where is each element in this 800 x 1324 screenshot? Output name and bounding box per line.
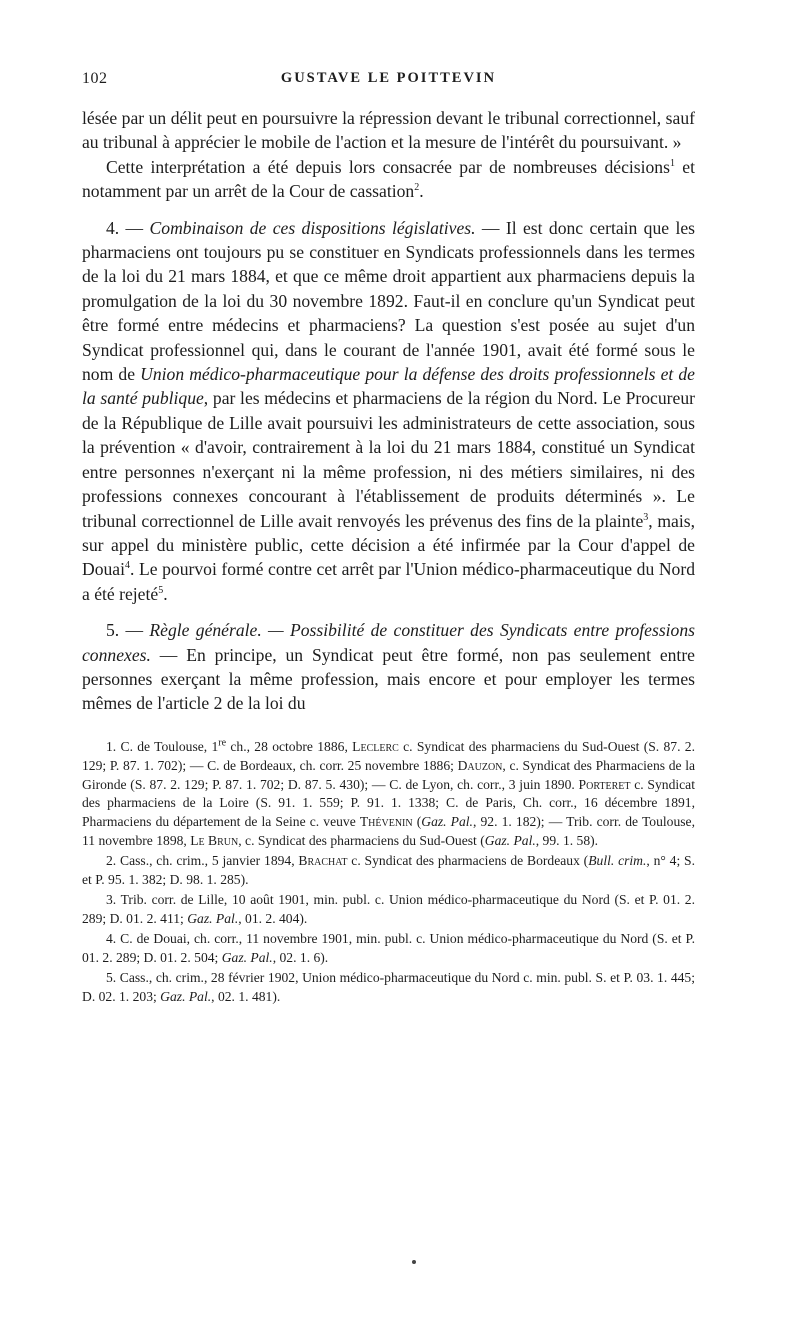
text-run: , n° 4; S. et P. 95. 1. 382; D. 98. 1. 285). bbox=[82, 853, 696, 888]
party-name: Dauzon bbox=[457, 757, 503, 773]
paragraph-interpretation bbox=[82, 155, 695, 204]
union-name: Union médico-pharmaceutique pour la défense des droits professionnels et de la santé publique bbox=[82, 364, 695, 409]
publication-title: Gaz. Pal. bbox=[221, 949, 273, 965]
section-5 bbox=[82, 618, 695, 716]
running-title: GUSTAVE LE POITTEVIN bbox=[280, 70, 497, 86]
ordinal-suffix: re bbox=[218, 737, 227, 749]
footnote-4 bbox=[82, 930, 695, 968]
text-run: 3. Trib. corr. de Lille, 10 août 1901, min. publ. c. Union médico-pharmaceutique du Nord (S. et P. 01. 2. 289; D. 01. 2. 411; bbox=[82, 892, 695, 926]
section-heading: Combinaison de ces dispositions législatives. bbox=[149, 217, 476, 238]
main-text bbox=[82, 106, 695, 716]
footnote-5 bbox=[82, 969, 695, 1007]
text-run: et notamment par un arrêt de la Cour de cassation bbox=[82, 156, 695, 202]
text-run: Cette interprétation a été depuis lors consacrée par de nombreuses décisions bbox=[106, 156, 670, 177]
text-run: , 99. 1. 58). bbox=[535, 833, 599, 849]
footnote-ref-4[interactable]: 4 bbox=[125, 560, 130, 572]
party-name: Leclerc bbox=[352, 738, 399, 754]
text-run: c. Syndicat des pharmaciens de la Loire (S. 91. 1. 559; P. 91. 1. 1338; C. de Paris, Ch. corr., 16 décembre 1891, Pharmaciens du département de la Seine c. veuve bbox=[82, 776, 695, 830]
paragraph-continuation-text: lésée par un délit peut en poursuivre la répression devant le tribunal correctionnel, sauf au tribunal à apprécier le mobile de l'action et la mesure de l'intérêt du poursuivant. » bbox=[82, 108, 695, 153]
running-head bbox=[82, 70, 695, 96]
party-name: Brachat bbox=[298, 853, 348, 869]
text-run: ch., 28 octobre 1886, bbox=[226, 738, 353, 754]
footnote-1 bbox=[82, 738, 695, 851]
text-run: . Le pourvoi formé contre cet arrêt par l'Union médico-pharmaceutique du Nord a été rejeté bbox=[82, 559, 695, 604]
footnote-ref-2[interactable]: 2 bbox=[414, 182, 420, 194]
text-run: — En principe, un Syndicat peut être formé, non pas seulement entre personnes exerçant la même profession, mais encore et pour employer les termes mêmes de l'article 2 de la loi du bbox=[82, 644, 695, 714]
page-number: 102 bbox=[82, 70, 108, 87]
text-run: , 92. 1. 182); — Trib. corr. de Toulouse, 11 novembre 1898, bbox=[82, 814, 695, 849]
text-run: , 02. 1. 6). bbox=[272, 949, 329, 965]
text-run: , c. Syndicat des pharmaciens du Sud-Ouest ( bbox=[238, 833, 485, 849]
text-run: , mais, sur appel du ministère public, cette décision a été infirmée par la Cour d'appel de Douai bbox=[82, 510, 695, 580]
text-run: 4. C. de Douai, ch. corr., 11 novembre 1901, min. publ. c. Union médico-pharmaceutique du Nord (S. et P. 01. 2. 289; D. 01. 2. 504; bbox=[82, 930, 695, 965]
publication-title: Gaz. Pal. bbox=[187, 910, 239, 926]
section-4 bbox=[82, 216, 695, 607]
text-run: , 02. 1. 481). bbox=[211, 988, 281, 1004]
ink-speck bbox=[412, 1260, 416, 1264]
text-run: ( bbox=[412, 814, 422, 830]
text-run: c. Syndicat des pharmaciens de Bordeaux ( bbox=[347, 853, 589, 869]
footnote-ref-1[interactable]: 1 bbox=[669, 157, 675, 169]
party-name: Porteret bbox=[578, 776, 631, 792]
text-run: , par les médecins et pharmaciens de la région du Nord. Le Procureur de la République de Lille avait poursuivi les administrateurs de cette association, sous la prévention « d'avoir, contrairement à la loi du 21 mars 1884, constitué un Syndicat entre personnes n'exerçant ni la même profession, ni des métiers similaires, ni des professions connexes concourant à l'établissement de produits déterminés ». Le tribunal correctionnel de Lille avait renvoyés les prévenus des fins de la plainte bbox=[82, 388, 695, 531]
text-run: . bbox=[419, 181, 424, 202]
publication-title: Gaz. Pal. bbox=[160, 988, 212, 1004]
text-run: , 01. 2. 404). bbox=[238, 910, 308, 926]
text-run: 2. Cass., ch. crim., 5 janvier 1894, bbox=[106, 853, 299, 869]
publication-title: Bull. crim. bbox=[588, 853, 647, 869]
footnote-2 bbox=[82, 852, 695, 890]
text-run: . bbox=[163, 583, 168, 604]
text-run: 1. C. de Toulouse, 1 bbox=[106, 738, 219, 754]
text-run: — Il est donc certain que les pharmaciens ont toujours pu se constituer en Syndicats professionnels dans les termes de la loi du 21 mars 1884, et que ce même droit appartient aux pharmaciens depuis la promulgation de la loi du 30 novembre 1892. Faut-il en conclure qu'un Syndicat peut être formé entre médecins et pharmaciens? La question s'est posée au sujet d'un Syndicat professionnel qui, dans le courant de l'année 1901, avait été formé sous le nom de bbox=[82, 217, 695, 385]
footnote-ref-5[interactable]: 5 bbox=[158, 584, 164, 596]
footnotes bbox=[82, 738, 695, 1007]
publication-title: Gaz. Pal. bbox=[421, 814, 473, 830]
footnote-ref-3[interactable]: 3 bbox=[643, 511, 649, 523]
footnote-3 bbox=[82, 891, 695, 929]
text-run: 5. Cass., ch. crim., 28 février 1902, Union médico-pharmaceutique du Nord c. min. publ. S. et P. 03. 1. 445; D. 02. 1. 203; bbox=[82, 969, 695, 1004]
paragraph-continuation bbox=[82, 106, 695, 155]
section-heading: Règle générale. — Possibilité de constituer des Syndicats entre professions connexes. bbox=[82, 620, 695, 665]
text-run: c. Syndicat des pharmaciens du Sud-Ouest (S. 87. 2. 129; P. 87. 1. 702); — C. de Bordeaux, ch. corr. 25 novembre 1886; bbox=[82, 738, 695, 773]
text-run: , c. Syndicat des Pharmaciens de la Gironde (S. 87. 2. 129; P. 87. 1. 702; D. 87. 5. 430); — C. de Lyon, ch. corr., 3 juin 1890. bbox=[82, 757, 696, 792]
publication-title: Gaz. Pal. bbox=[484, 833, 536, 849]
party-name: Le Brun bbox=[190, 833, 239, 849]
section-number: 4. — bbox=[106, 217, 150, 238]
page bbox=[82, 70, 695, 1007]
party-name: Thévenin bbox=[359, 814, 413, 830]
section-number: 5. — bbox=[106, 620, 150, 641]
